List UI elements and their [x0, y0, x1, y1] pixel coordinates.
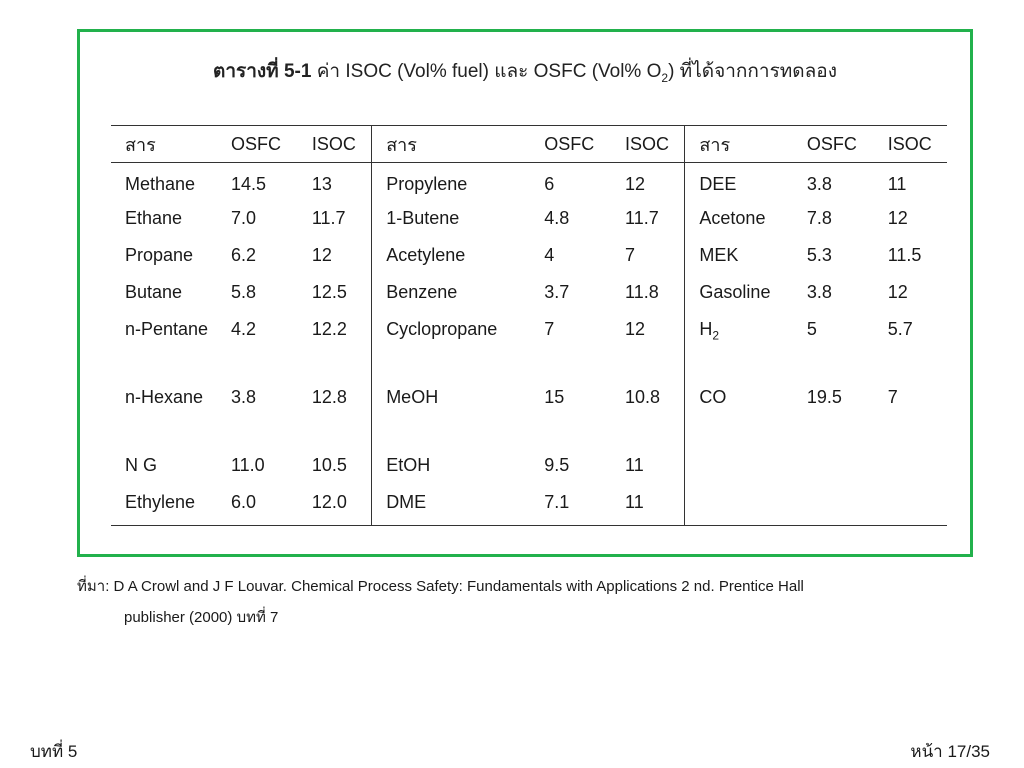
header-cell: สาร [372, 126, 531, 163]
table-cell: 10.5 [311, 454, 347, 475]
table-cell: 3.8 [806, 281, 832, 302]
header-cell: OSFC [793, 126, 874, 163]
source-line-2: publisher (2000) บทที่ 7 [124, 609, 279, 626]
table-cell: 11.8 [625, 281, 659, 302]
formula-subscript: 2 [712, 328, 720, 343]
header-cell: OSFC [530, 126, 611, 163]
table-cell: 12.5 [311, 281, 347, 302]
table-row [111, 311, 947, 379]
table-cell: 13 [311, 174, 332, 194]
table-cell: 7 [887, 386, 898, 407]
table-cell: MEK [685, 237, 793, 274]
table-cell: 12 [625, 318, 646, 339]
table-cell: 3.8 [231, 386, 257, 407]
table-cell: 11.0 [231, 454, 265, 475]
table-cell: 4.2 [231, 318, 257, 339]
source-line-1: ที่มา: D A Crowl and J F Louvar. Chemical Process Safety: Fundamentals with Applications 2 nd. Prentice Hall [77, 578, 804, 595]
table-row [111, 379, 947, 447]
table-cell: Acetylene [372, 237, 531, 274]
table-cell: Ethylene [111, 484, 217, 526]
table-cell: 12 [311, 244, 332, 265]
table-cell: 3.7 [544, 281, 570, 302]
table-cell: 4.8 [544, 207, 570, 228]
formula-h: H [699, 318, 713, 339]
table-cell: 12 [625, 174, 646, 194]
table-cell: 5.7 [887, 318, 913, 339]
table-cell: Cyclopropane [372, 311, 531, 379]
header-cell: สาร [685, 126, 793, 163]
table-cell [685, 484, 793, 526]
table-cell: 5.8 [231, 281, 257, 302]
page-number: หน้า 17/35 [910, 742, 990, 761]
table-cell: 7.8 [806, 207, 832, 228]
table-row [111, 484, 947, 526]
table-cell: Propane [125, 244, 194, 265]
header-cell: ISOC [874, 126, 947, 163]
table-cell: Propylene [372, 163, 531, 200]
data-table [111, 125, 947, 526]
table-cell: 10.8 [625, 386, 661, 407]
header-cell: ISOC [611, 126, 685, 163]
table-row [111, 447, 947, 484]
caption-text-a: ค่า ISOC (Vol% fuel) และ OSFC (Vol% O [311, 61, 662, 82]
table-cell: CO [685, 379, 793, 447]
table-row [111, 200, 947, 237]
caption-subscript: 2 [661, 70, 669, 85]
source-citation [77, 571, 937, 633]
table-cell: 14.5 [231, 174, 267, 194]
table-cell-h2 [685, 311, 793, 379]
table-cell: 15 [544, 386, 565, 407]
table-cell: 11 [611, 484, 685, 526]
table-caption [80, 56, 970, 86]
table-cell: Gasoline [685, 274, 793, 311]
table-cell: 11.7 [625, 207, 659, 228]
table-cell: n-Hexane [125, 386, 204, 407]
header-cell: สาร [111, 126, 217, 163]
table-frame [77, 29, 973, 557]
table-cell: DEE [685, 163, 793, 200]
table-cell: Benzene [372, 274, 531, 311]
table-cell: 12 [887, 281, 908, 302]
table-cell: 12.0 [298, 484, 372, 526]
table-cell: 1-Butene [372, 200, 531, 237]
table-cell: 7 [544, 318, 555, 339]
table-row [111, 274, 947, 311]
table-cell: EtOH [372, 447, 531, 484]
table-cell: n-Pentane [125, 318, 209, 339]
table-cell: MeOH [372, 379, 531, 447]
table-cell [793, 484, 874, 526]
table-cell: Methane [125, 174, 196, 194]
table-cell: 11 [625, 454, 644, 475]
table-cell [874, 447, 947, 484]
table-cell: 19.5 [806, 386, 842, 407]
table-cell: 12.2 [311, 318, 347, 339]
table-cell: 11.5 [887, 244, 922, 265]
table-header-row [111, 126, 947, 163]
table-cell: 6.0 [217, 484, 298, 526]
table-cell: Butane [125, 281, 183, 302]
table-cell: 4 [544, 244, 555, 265]
table-row [111, 237, 947, 274]
table-cell: 5.3 [806, 244, 832, 265]
table-cell: 7.1 [530, 484, 611, 526]
table-cell [793, 447, 874, 484]
table-cell: 12.8 [311, 386, 347, 407]
table-cell [685, 447, 793, 484]
table-cell: 6 [544, 174, 555, 194]
caption-text-b: ) ที่ได้จากการทดลอง [668, 61, 837, 82]
table-cell: Ethane [125, 207, 183, 228]
table-cell: 12 [887, 207, 908, 228]
table-cell: 7 [625, 244, 636, 265]
table-cell: 7.0 [231, 207, 257, 228]
table-cell: Acetone [685, 200, 793, 237]
table-cell [874, 484, 947, 526]
table-cell: 11.7 [311, 207, 346, 228]
table-cell: 11 [887, 174, 907, 194]
table-cell: N G [125, 454, 158, 475]
table-cell: 9.5 [544, 454, 570, 475]
chapter-label: บทที่ 5 [30, 742, 78, 761]
table-row [111, 163, 947, 200]
caption-label: ตารางที่ 5-1 [213, 61, 312, 82]
table-cell: 3.8 [806, 174, 832, 194]
header-cell: ISOC [298, 126, 372, 163]
table-cell: 5 [806, 318, 817, 339]
header-cell: OSFC [217, 126, 298, 163]
table-cell: DME [372, 484, 531, 526]
table-cell: 6.2 [231, 244, 257, 265]
